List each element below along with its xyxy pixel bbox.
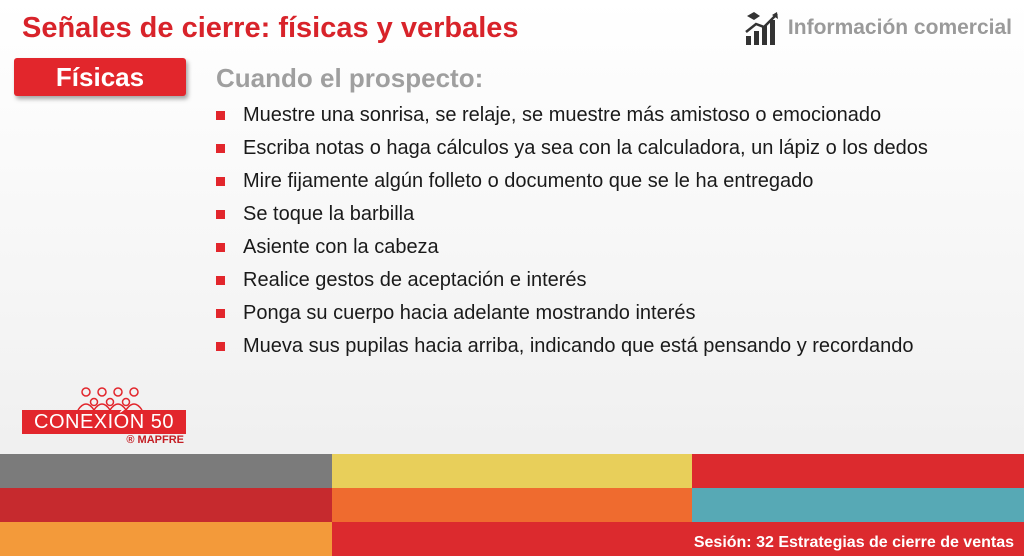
band-red-top xyxy=(692,454,1024,488)
bullet-marker xyxy=(216,111,225,120)
list-item: Mueva sus pupilas hacia arriba, indicando que está pensando y recordando xyxy=(214,333,990,359)
list-item: Ponga su cuerpo hacia adelante mostrando interés xyxy=(214,300,990,326)
section-subtitle: Cuando el prospecto: xyxy=(216,63,484,93)
band-yellow xyxy=(332,454,692,488)
footer-bands xyxy=(0,454,1024,556)
session-label: Sesión: 32 Estrategias de cierre de ventas xyxy=(693,534,1014,551)
list-item: Se toque la barbilla xyxy=(214,201,990,227)
logo-company: ® MAPFRE xyxy=(126,434,184,446)
bullet-list xyxy=(214,102,990,366)
bullet-marker xyxy=(216,342,225,351)
brand-label: Información comercial xyxy=(787,16,1012,39)
slide-title: Señales de cierre: físicas y verbales xyxy=(22,12,519,44)
list-item: Escriba notas o haga cálculos ya sea con la calculadora, un lápiz o los dedos xyxy=(214,135,990,161)
bullet-marker xyxy=(216,309,225,318)
band-teal xyxy=(692,488,1024,522)
business-chart-icon xyxy=(744,10,780,46)
brand-header xyxy=(744,10,1012,46)
bullet-marker xyxy=(216,144,225,153)
bullet-marker xyxy=(216,276,225,285)
list-item: Asiente con la cabeza xyxy=(214,234,990,260)
band-orange xyxy=(332,488,692,522)
band-gray xyxy=(0,454,332,488)
list-item: Realice gestos de aceptación e interés xyxy=(214,267,990,293)
band-dark-red xyxy=(0,488,332,522)
band-light-orange xyxy=(0,522,332,556)
bullet-marker xyxy=(216,177,225,186)
category-tag: Físicas xyxy=(14,58,186,96)
bullet-marker xyxy=(216,210,225,219)
conexion-logo xyxy=(22,386,190,446)
bullet-marker xyxy=(216,243,225,252)
list-item: Muestre una sonrisa, se relaje, se muestre más amistoso o emocionado xyxy=(214,102,990,128)
logo-name: CONEXIÓN 50 xyxy=(22,410,186,434)
list-item: Mire fijamente algún folleto o documento que se le ha entregado xyxy=(214,168,990,194)
